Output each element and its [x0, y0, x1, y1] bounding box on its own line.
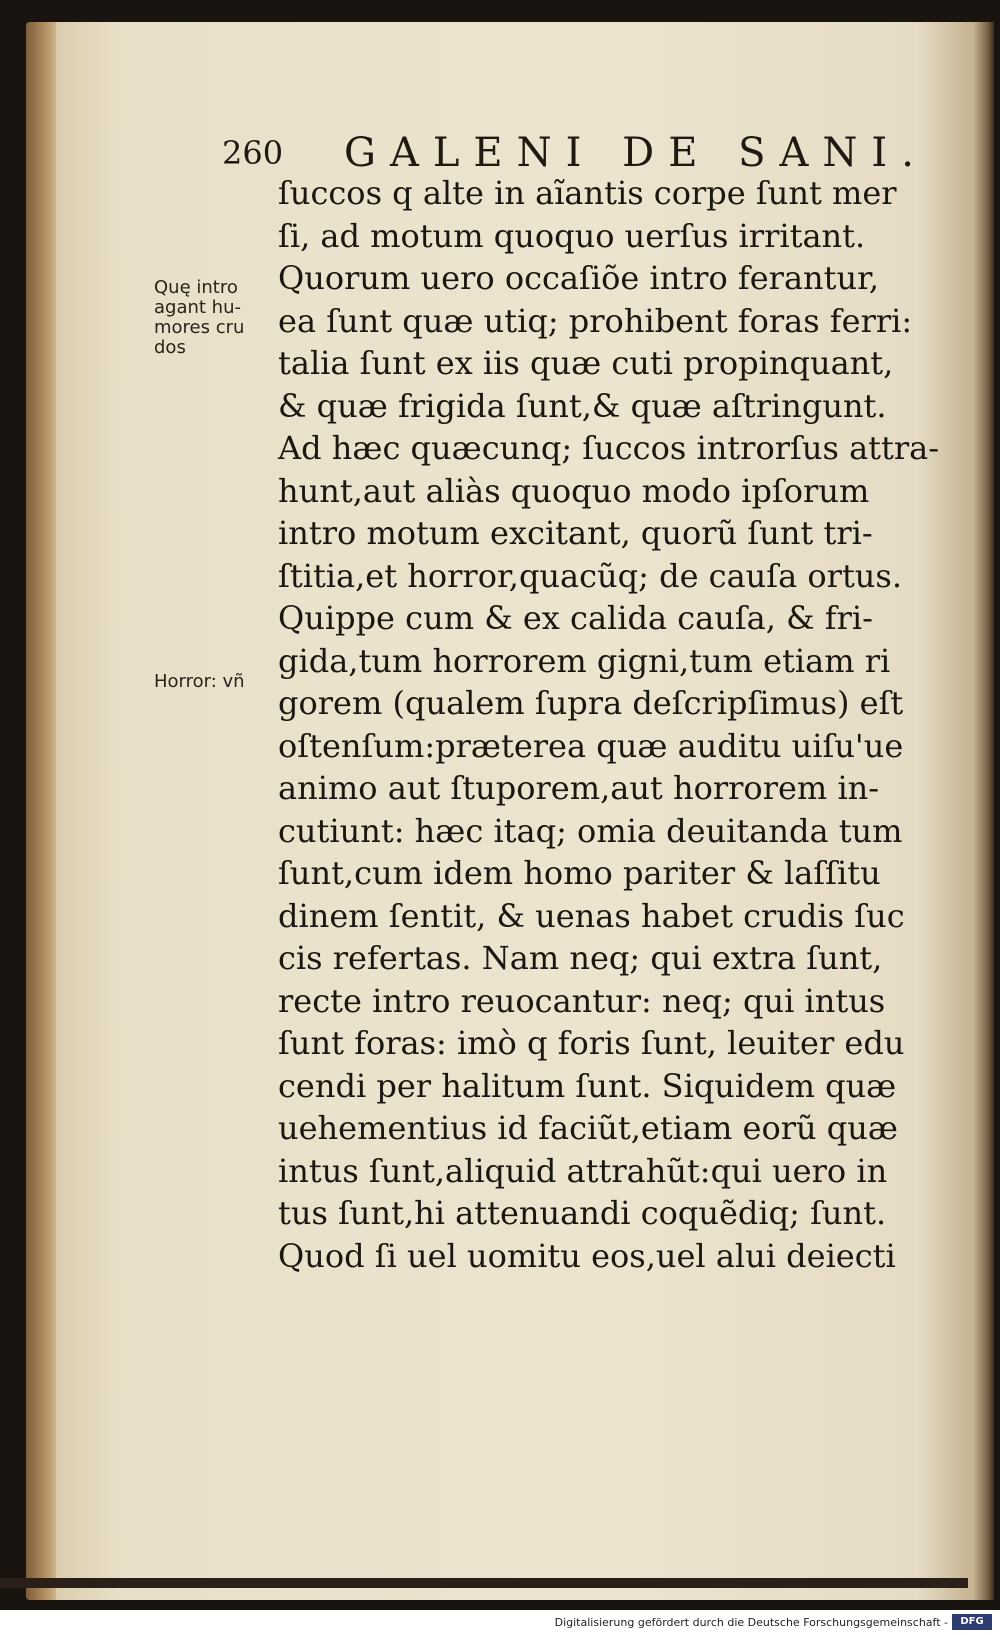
- text-line: cendi per halitum ſunt. Siquidem quæ: [278, 1066, 897, 1105]
- running-title: GALENI DE SANI.: [344, 130, 928, 176]
- book-page: [26, 22, 994, 1600]
- text-line: dinem ſentit, & uenas habet crudis ſuc: [278, 896, 905, 935]
- text-line: cis refertas. Nam neq; qui extra ſunt,: [278, 939, 883, 977]
- text-line: Ad hæc quæcunq; ſuccos introrſus attra-: [278, 429, 940, 467]
- text-line: Quippe cum & ex calida cauſa, & fri-: [278, 599, 873, 637]
- text-line: gorem (qualem ſupra deſcripſimus) eſt: [278, 684, 904, 722]
- text-line: oſtenſum:præterea quæ auditu uiſu'ue: [278, 726, 904, 765]
- text-line: ſi, ad motum quoquo uerſus irritant.: [278, 216, 866, 255]
- text-line: recte intro reuocantur: neq; qui intus: [278, 981, 886, 1020]
- marginal-note: Horror: vñ: [154, 671, 245, 692]
- text-line: cutiunt: hæc itaq; omia deuitanda tum: [278, 811, 903, 850]
- text-line: animo aut ſtuporem,aut horrorem in-: [278, 769, 880, 807]
- text-line: ſuccos q alte in aĩantis corpe ſunt mer: [278, 174, 897, 212]
- text-line: Quorum uero occaſiõe intro ferantur,: [278, 259, 880, 297]
- page-number: 260: [222, 134, 284, 172]
- text-line: & quæ frigida ſunt,& quæ aſtringunt.: [278, 386, 887, 425]
- marginal-note: Quę intro agant hu- mores cru dos: [154, 277, 245, 358]
- digitization-footer: [0, 1610, 1000, 1635]
- page-edge: [972, 22, 994, 1600]
- scan-bottom-edge: [0, 1578, 968, 1588]
- text-line: Quod ſi uel uomitu eos,uel alui deiecti: [278, 1236, 896, 1275]
- dfg-logo: DFG: [952, 1614, 992, 1630]
- text-line: ea ſunt quæ utiq; prohibent foras ferri:: [278, 301, 913, 340]
- text-line: uehementius id faciũt,etiam eorũ quæ: [278, 1109, 898, 1147]
- funding-credit: Digitalisierung gefördert durch die Deutsche Forschungsgemeinschaft -: [554, 1616, 948, 1629]
- text-line: ſunt foras: imò q foris ſunt, leuiter edu: [278, 1024, 905, 1062]
- book-spine: [26, 22, 56, 1600]
- text-line: intro motum excitant, quorũ ſunt tri-: [278, 514, 873, 552]
- text-line: ſtitia,et horror,quacũq; de cauſa ortus.: [278, 556, 902, 595]
- text-line: ſunt,cum idem homo pariter & laſſitu: [278, 854, 881, 892]
- text-line: intus ſunt,aliquid attrahũt:qui uero in: [278, 1151, 888, 1190]
- text-line: gida,tum horrorem gigni,tum etiam ri: [278, 641, 891, 680]
- text-line: talia ſunt ex iis quæ cuti propinquant,: [278, 344, 894, 382]
- text-line: hunt,aut aliàs quoquo modo ipſorum: [278, 471, 870, 510]
- text-line: tus ſunt,hi attenuandi coquẽdiq; ſunt.: [278, 1194, 887, 1232]
- body-text: [278, 172, 938, 1277]
